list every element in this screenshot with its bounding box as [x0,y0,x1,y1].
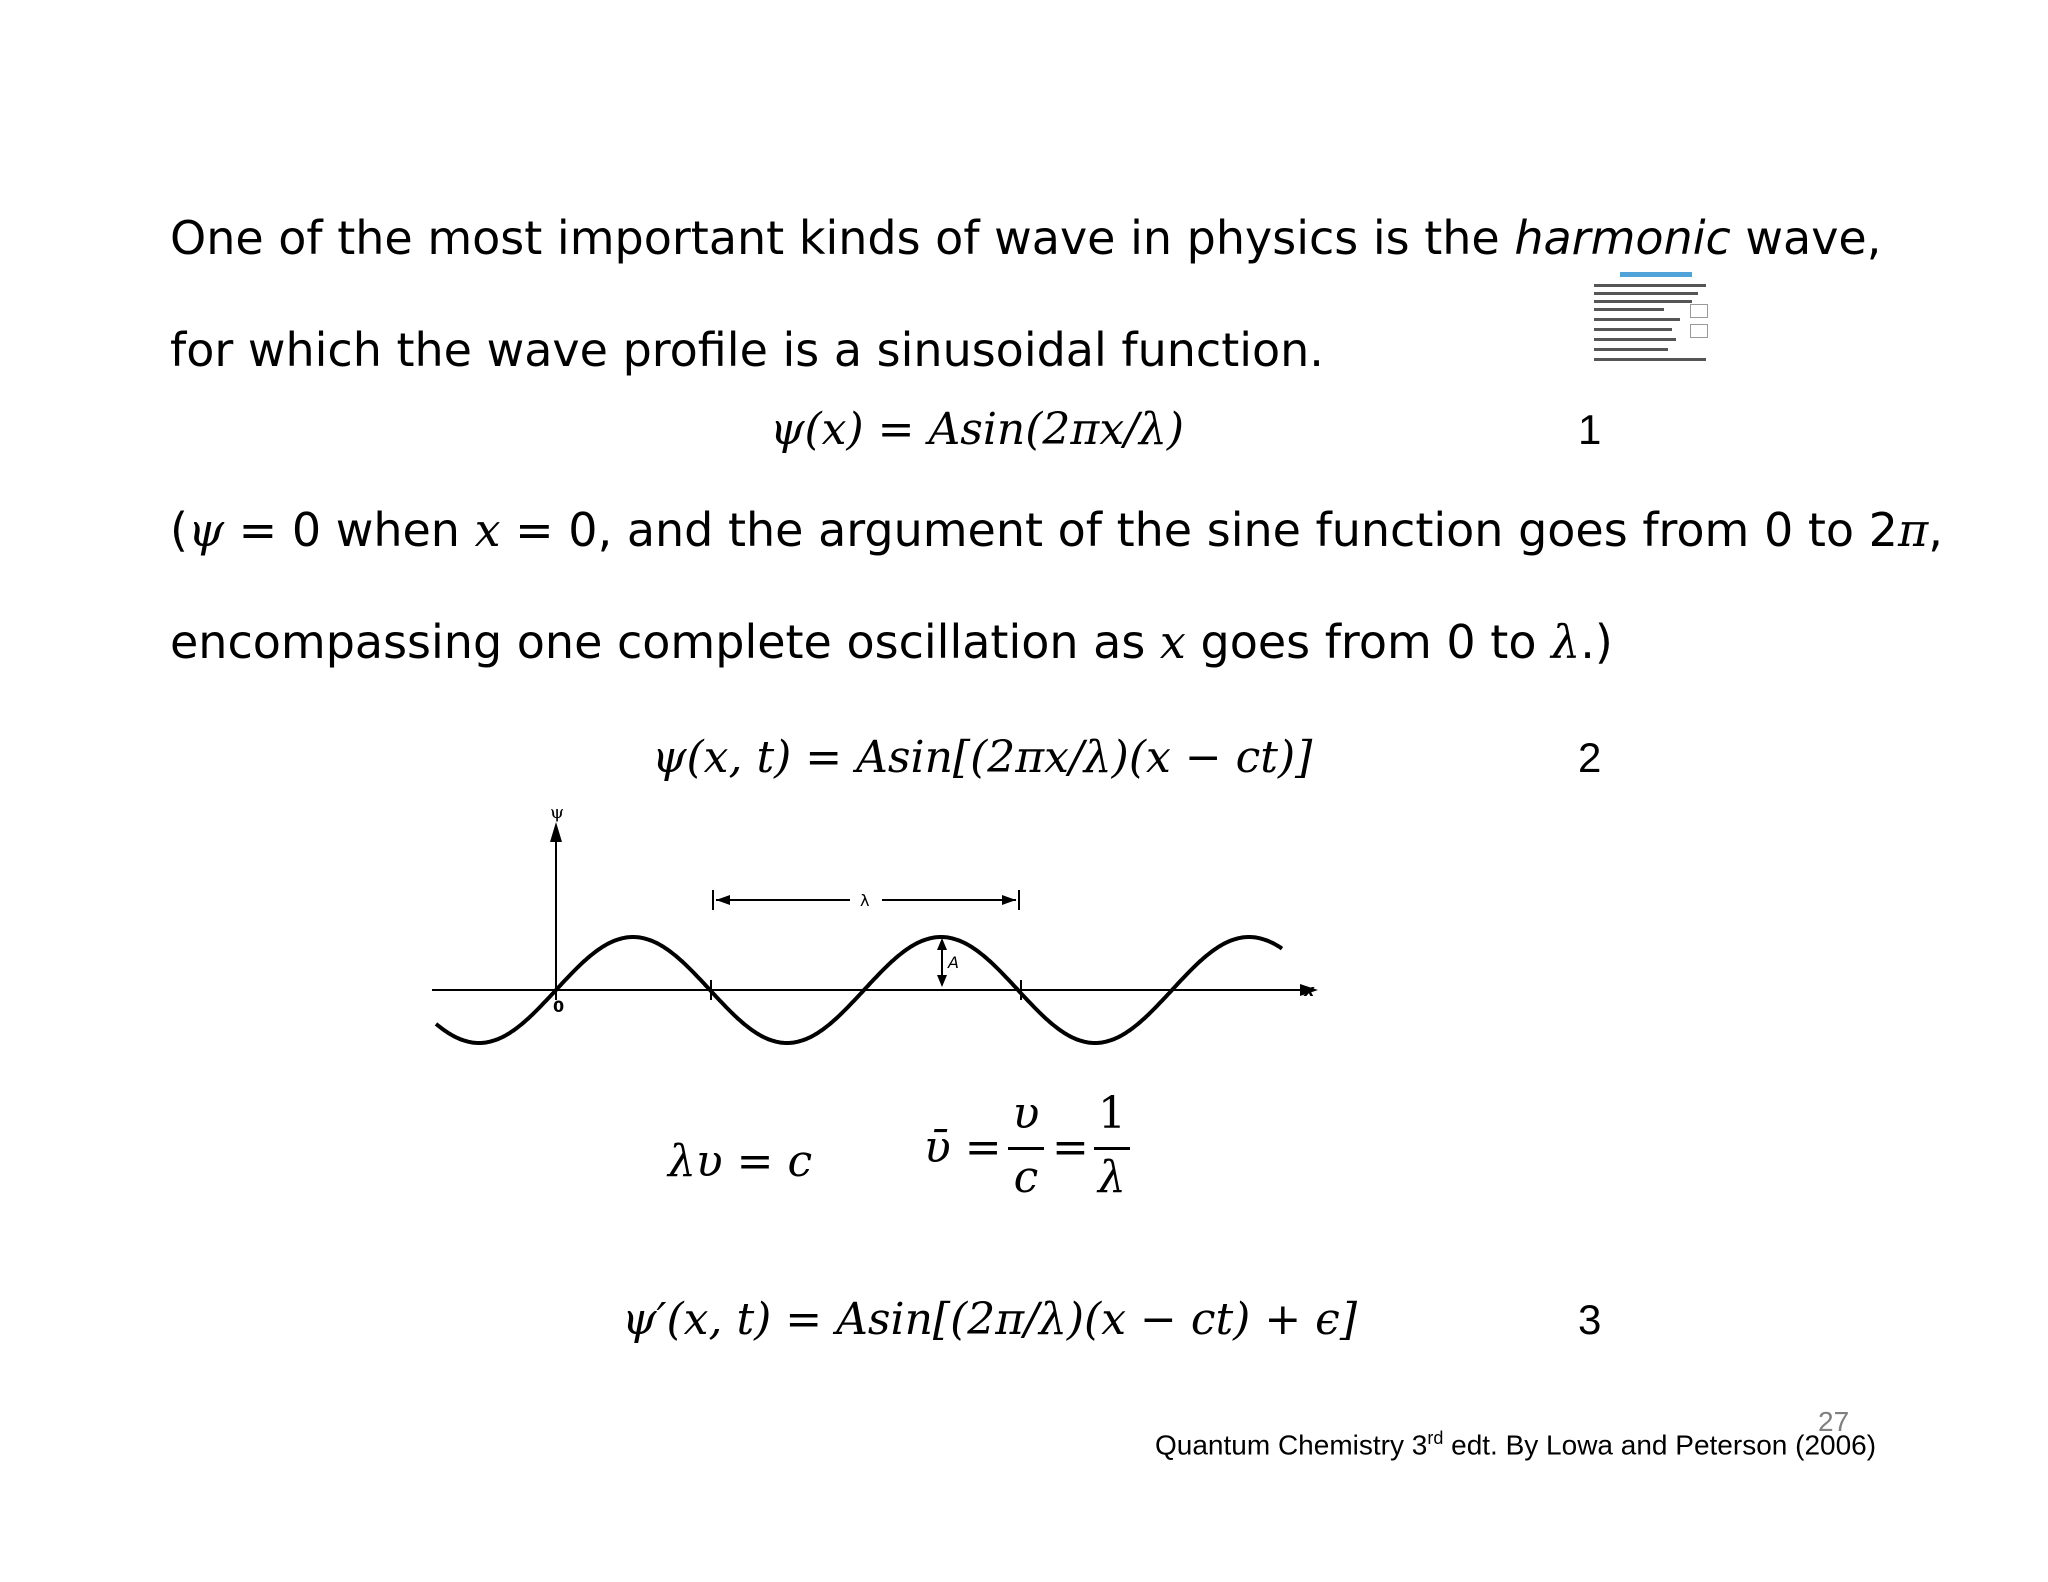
text-fragment: encompassing one complete oscillation as [170,615,1160,669]
text-line-1-post: wave, [1730,211,1882,265]
text-fragment: = 0, and the argument of the sine function goes from 0 to 2 [500,503,1898,557]
wavenumber-denominator-1: c [1013,1152,1039,1203]
citation-superscript: rd [1427,1428,1444,1448]
wavenumber-denominator-2: λ [1098,1152,1126,1203]
text-fragment: = 0 when [224,503,475,557]
psi-symbol: ψ [187,503,225,557]
text-fragment: goes from 0 to [1185,615,1552,669]
text-fragment: .) [1580,615,1613,669]
equation-1-number: 1 [1578,406,1602,453]
text-fragment: ( [170,503,188,557]
equation-1: ψ(x) = Asin(2πx/λ) [770,404,1185,455]
equation-3-number: 3 [1578,1296,1602,1343]
wavelength-label: λ [860,891,870,910]
pi-symbol: π [1897,503,1929,557]
origin-label: 0 [553,997,565,1016]
harmonic-emphasis: harmonic [1514,211,1731,265]
equation-2-number: 2 [1578,734,1602,781]
fraction-bar-1 [1008,1147,1044,1150]
equation-3: ψ′(x, t) = Asin[(2π/λ)(x − ct) + ϵ] [622,1294,1357,1345]
equation-wave-relation: λυ = c [668,1136,813,1187]
x-symbol: x [1159,615,1186,669]
text-fragment: , [1928,503,1943,557]
y-axis-label: ψ [550,802,565,823]
page-number: 27 [1818,1406,1850,1437]
amplitude-arrow-up [937,938,947,950]
wavelength-arrow-left [716,895,730,905]
amplitude-label: A [948,953,959,972]
text-line-1-pre: One of the most important kinds of wave in physics is the [170,211,1515,265]
citation-text: Quantum Chemistry 3 [1155,1429,1428,1461]
citation [1155,1428,1876,1461]
lambda-symbol: λ [1551,615,1581,669]
wavenumber-numerator-1: υ [1012,1088,1040,1139]
wavenumber-numerator-2: 1 [1098,1088,1126,1139]
fraction-bar-2 [1094,1147,1130,1150]
amplitude-arrow-down [937,975,947,987]
text-line-2: for which the wave profile is a sinusoidal function. [170,323,1324,377]
equation-2: ψ(x, t) = Asin[(2πx/λ)(x − ct)] [652,732,1313,783]
x-axis-label: x [1304,981,1315,1000]
x-symbol: x [474,503,501,557]
y-axis-arrow [550,822,562,842]
citation-text: edt. By Lowa and Peterson (2006) [1443,1429,1877,1461]
wavelength-arrow-right [1002,895,1016,905]
wavenumber-equals: = [1052,1122,1089,1173]
wavenumber-lhs: ῡ = [924,1122,1002,1173]
